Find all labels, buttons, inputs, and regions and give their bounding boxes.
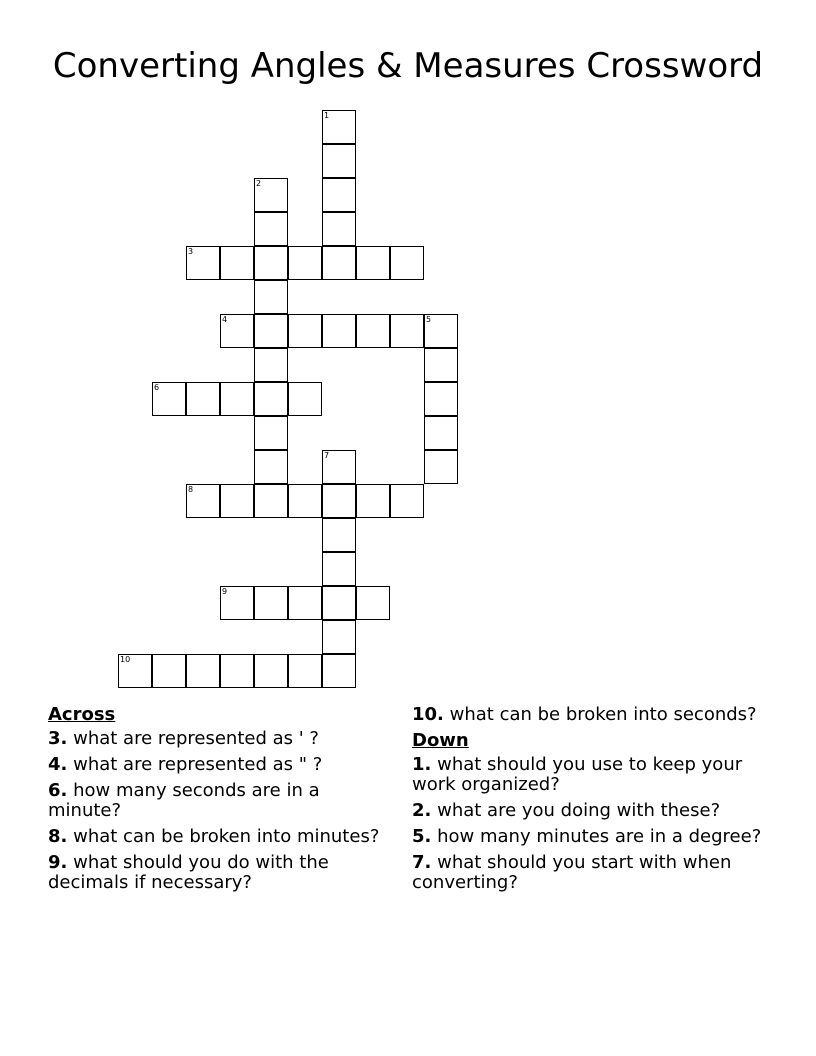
grid-cell[interactable] [322,314,356,348]
grid-cell[interactable] [322,586,356,620]
cell-number: 9 [222,587,228,596]
clue-text: what should you do with the decimals if necessary? [48,852,329,893]
grid-cell[interactable] [424,450,458,484]
clue-number: 10. [412,704,444,725]
clue-text: how many seconds are in a minute? [48,780,320,821]
clue-down-7 [412,853,762,893]
cell-number: 2 [256,179,262,188]
grid-cell[interactable] [254,178,288,212]
grid-cell[interactable] [288,382,322,416]
across-heading: Across [48,704,116,725]
clue-text: what are represented as " ? [73,754,323,775]
page-title: Converting Angles & Measures Crossword [52,46,764,86]
grid-cell[interactable] [254,348,288,382]
clues-left-column [48,705,383,899]
clue-number: 4. [48,754,68,775]
grid-cell[interactable] [254,212,288,246]
clues-right-column [412,705,762,899]
grid-cell[interactable] [322,484,356,518]
clue-across-4 [48,755,383,775]
grid-cell[interactable] [390,484,424,518]
grid-cell[interactable] [322,246,356,280]
clue-number: 3. [48,728,68,749]
clue-text: what can be broken into seconds? [449,704,757,725]
grid-cell[interactable] [322,518,356,552]
grid-cell[interactable] [152,382,186,416]
grid-cell[interactable] [356,246,390,280]
grid-cell[interactable] [254,450,288,484]
cell-number: 6 [154,383,160,392]
grid-cell[interactable] [254,586,288,620]
cell-number: 8 [188,485,194,494]
grid-cell[interactable] [390,246,424,280]
down-heading: Down [412,730,469,751]
grid-cell[interactable] [186,246,220,280]
grid-cell[interactable] [322,620,356,654]
grid-cell[interactable] [118,654,152,688]
grid-cell[interactable] [322,110,356,144]
grid-cell[interactable] [322,178,356,212]
clue-number: 2. [412,800,432,821]
cell-number: 10 [120,655,131,664]
grid-cell[interactable] [152,654,186,688]
grid-cell[interactable] [322,552,356,586]
grid-cell[interactable] [288,314,322,348]
grid-cell[interactable] [254,484,288,518]
grid-cell[interactable] [220,246,254,280]
cell-number: 3 [188,247,194,256]
grid-cell[interactable] [356,484,390,518]
cell-number: 7 [324,451,330,460]
grid-cell[interactable] [220,586,254,620]
cell-number: 4 [222,315,228,324]
grid-cell[interactable] [322,212,356,246]
grid-cell[interactable] [356,586,390,620]
clue-text: how many minutes are in a degree? [437,826,762,847]
clue-number: 7. [412,852,432,873]
clue-across-10 [412,705,762,725]
clue-down-5 [412,827,762,847]
grid-cell[interactable] [186,484,220,518]
grid-cell[interactable] [254,246,288,280]
cell-number: 1 [324,111,330,120]
grid-cell[interactable] [356,314,390,348]
grid-cell[interactable] [390,314,424,348]
grid-cell[interactable] [322,450,356,484]
grid-cell[interactable] [424,348,458,382]
grid-cell[interactable] [220,382,254,416]
cell-number: 5 [426,315,432,324]
clue-text: what can be broken into minutes? [73,826,380,847]
grid-cell[interactable] [254,314,288,348]
clue-down-2 [412,801,762,821]
clue-text: what are represented as ' ? [73,728,319,749]
clue-text: what should you use to keep your work organized? [412,754,743,795]
grid-cell[interactable] [424,416,458,450]
grid-cell[interactable] [220,654,254,688]
clue-number: 5. [412,826,432,847]
grid-cell[interactable] [186,382,220,416]
grid-cell[interactable] [288,246,322,280]
grid-cell[interactable] [288,654,322,688]
clue-number: 9. [48,852,68,873]
clue-number: 6. [48,780,68,801]
clue-across-8 [48,827,383,847]
grid-cell[interactable] [254,654,288,688]
grid-cell[interactable] [288,586,322,620]
clue-number: 1. [412,754,432,775]
clue-across-6 [48,781,383,821]
clue-down-1 [412,755,762,795]
clue-text: what are you doing with these? [437,800,721,821]
grid-cell[interactable] [254,280,288,314]
grid-cell[interactable] [254,416,288,450]
grid-cell[interactable] [186,654,220,688]
clue-text: what should you start with when converting? [412,852,732,893]
clue-number: 8. [48,826,68,847]
grid-cell[interactable] [220,314,254,348]
grid-cell[interactable] [424,382,458,416]
clue-across-9 [48,853,383,893]
grid-cell[interactable] [254,382,288,416]
grid-cell[interactable] [424,314,458,348]
grid-cell[interactable] [220,484,254,518]
clue-across-3 [48,729,383,749]
grid-cell[interactable] [322,144,356,178]
grid-cell[interactable] [288,484,322,518]
grid-cell[interactable] [322,654,356,688]
